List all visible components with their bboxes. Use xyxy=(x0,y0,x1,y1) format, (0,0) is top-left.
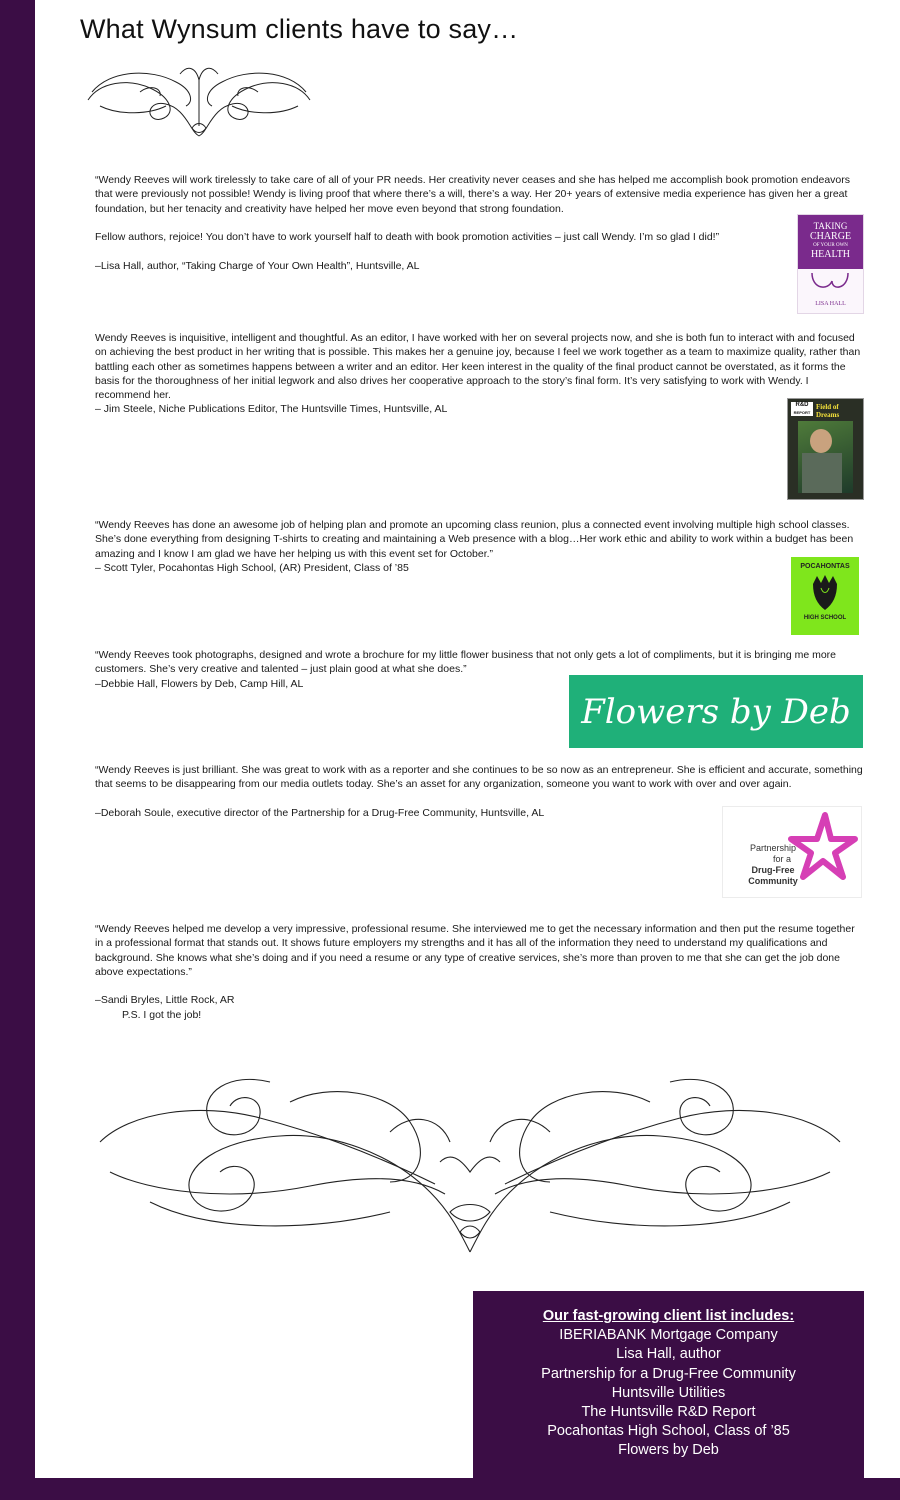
flourish-ornament-bottom xyxy=(90,1062,850,1262)
logo-text: Drug-Free xyxy=(751,865,795,875)
page-title: What Wynsum clients have to say… xyxy=(80,14,519,44)
testimonial-lisa-hall xyxy=(95,173,865,273)
testimonial-attribution: –Debbie Hall, Flowers by Deb, Camp Hill, AL xyxy=(95,677,304,690)
client-list-item: Huntsville Utilities xyxy=(611,1384,726,1401)
client-list-item: Pocahontas High School, Class of ’85 xyxy=(547,1423,790,1440)
flourish-ornament-top xyxy=(80,62,318,144)
client-list-item: IBERIABANK Mortgage Company xyxy=(559,1327,778,1344)
client-list-item: The Huntsville R&D Report xyxy=(581,1404,756,1421)
testimonial-paragraph: “Wendy Reeves will work tirelessly to take care of all of your PR needs. Her creativity never ceases and she has helped me accomplish book promotion endeavors that were previously not possible! Wendy is living proof that where there’s a will, there’s a way. Her 20+ years of extensive media experience has given her a great foundation, but her tenacity and creativity have helped her move even beyond that strong foundation. xyxy=(95,174,851,215)
pocahontas-logo xyxy=(791,557,859,635)
magazine-cover-image xyxy=(787,398,864,500)
book-title-line: CHARGE xyxy=(809,231,852,242)
logo-text: POCAHONTAS xyxy=(800,563,850,570)
magazine-brand: R&D xyxy=(795,402,809,408)
book-author: LISA HALL xyxy=(815,301,846,307)
logo-text: Partnership xyxy=(749,843,797,853)
testimonial-paragraph: “Wendy Reeves took photographs, designed and wrote a brochure for my little flower business that not only gets a lot of compliments, but it is bringing me more customers. She’s very creative and talented – just plain good at what she does.” xyxy=(95,649,837,676)
content-page xyxy=(35,0,900,1478)
testimonial-sandi-bryles xyxy=(95,922,865,1022)
testimonial-paragraph: Fellow authors, rejoice! You don’t have to work yourself half to death with book promotion activities – just call Wendy. I’m so glad I did!” xyxy=(95,231,720,244)
client-list-box xyxy=(473,1291,864,1478)
book-title-line: HEALTH xyxy=(810,249,851,260)
stethoscope-icon xyxy=(798,269,863,299)
testimonial-paragraph: “Wendy Reeves helped me develop a very impressive, professional resume. She interviewed me to get the necessary information and then put the resume together in a professional format that stands out. It shows future employers my strengths and it has all of the information they need to understand my qualifications and background. She knows what she’s doing and if you need a resume or any type of creative services, she’s more than proven to me that she can get the job done above expectations.” xyxy=(95,923,855,978)
logo-text: for a xyxy=(772,854,791,864)
logo-text: Community xyxy=(748,876,798,886)
testimonial-paragraph: “Wendy Reeves is just brilliant. She was great to work with as a reporter and she continues to be so now as an entrepreneur. She is efficient and accurate, something that seems to be disappearing from our media outlets today. She’s an asset for any organization, someone you want to work with over and over again. xyxy=(95,764,863,791)
magazine-headline: Field of Dreams xyxy=(816,403,840,419)
testimonial-attribution: – Scott Tyler, Pocahontas High School, (AR) President, Class of ’85 xyxy=(95,561,409,574)
testimonial-postscript: P.S. I got the job! xyxy=(122,1008,202,1021)
client-list-item: Flowers by Deb xyxy=(618,1442,719,1459)
testimonial-paragraph: “Wendy Reeves has done an awesome job of helping plan and promote an upcoming class reunion, plus a connected event involving multiple high school classes. She’s done everything from designing T-shirts to creating and maintaining a Web presence with a blog…Her work ethic and ability to work within a budget has been amazing and I know I am glad we have her helping us with this event set for October.” xyxy=(95,519,854,560)
book-title-line: TAKING xyxy=(813,221,848,231)
person-photo xyxy=(810,429,832,453)
partnership-logo xyxy=(722,806,862,898)
testimonial-scott-tyler xyxy=(95,518,865,575)
testimonial-attribution: –Sandi Bryles, Little Rock, AR xyxy=(95,994,235,1007)
logo-text: Flowers by Deb xyxy=(581,691,851,732)
logo-text: HIGH SCHOOL xyxy=(803,615,847,621)
client-list-item: Partnership for a Drug-Free Community xyxy=(541,1365,796,1382)
testimonial-attribution: –Deborah Soule, executive director of the Partnership for a Drug-Free Community, Huntsville, AL xyxy=(95,806,545,819)
chief-head-icon xyxy=(809,574,841,612)
client-list-heading: Our fast-growing client list includes: xyxy=(542,1308,795,1324)
magazine-brand-sub: REPORT xyxy=(793,410,811,415)
testimonial-attribution: – Jim Steele, Niche Publications Editor, The Huntsville Times, Huntsville, AL xyxy=(95,403,448,416)
testimonial-attribution: –Lisa Hall, author, “Taking Charge of Your Own Health”, Huntsville, AL xyxy=(95,259,420,272)
testimonial-paragraph: Wendy Reeves is inquisitive, intelligent and thoughtful. As an editor, I have worked with her on several projects now, and she is both fun to interact with and focused on achieving the best product in her writing that is possible. This makes her a genuine joy, because I feel we work together as a team to maximize quality, rather than battling each other as sometimes happens between a writer and an editor. Her keen interest in the quality of the final product cannot be overstated, as it forms the basis for the thoroughness of her initial legwork and also drives her cooperative approach to the story’s final form. It’s very satisfying to work with Wendy. I recommend her. xyxy=(95,332,861,402)
book-title-line: OF YOUR OWN xyxy=(813,243,848,248)
book-cover-image xyxy=(797,214,864,314)
client-list-item: Lisa Hall, author xyxy=(616,1346,721,1363)
flowers-by-deb-logo xyxy=(569,675,863,748)
testimonial-jim-steele xyxy=(95,331,865,417)
